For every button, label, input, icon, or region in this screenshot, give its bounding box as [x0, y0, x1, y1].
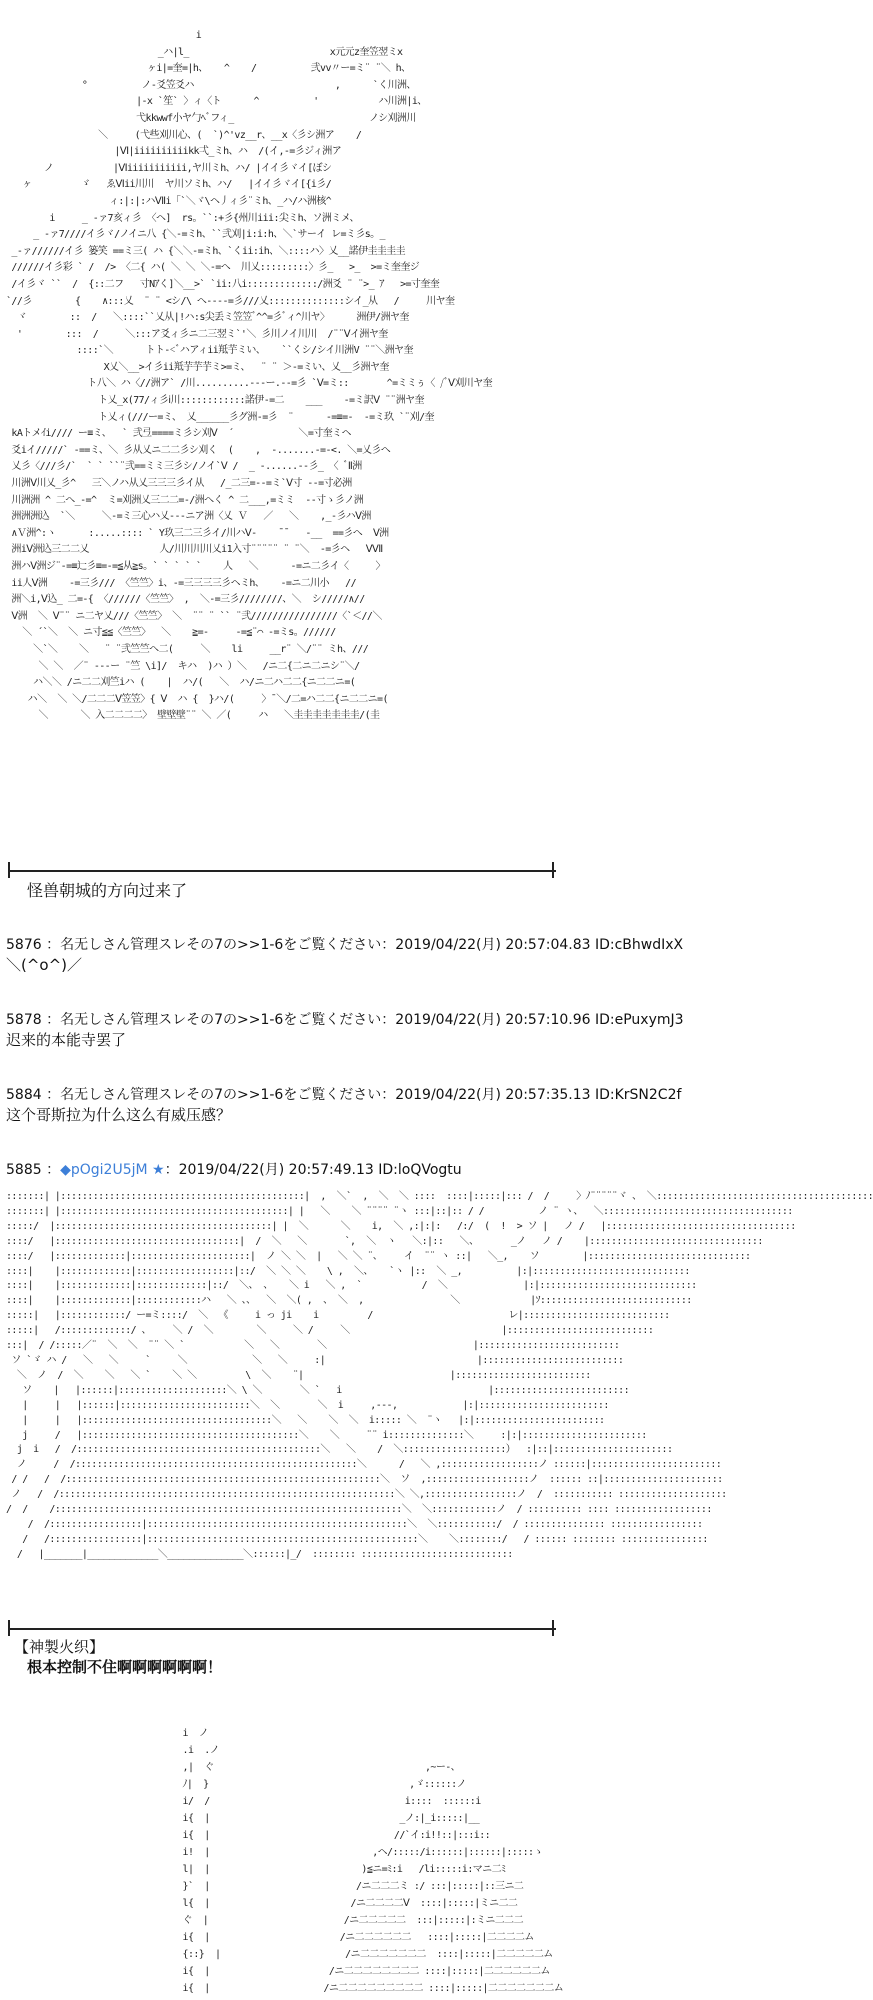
art-line: X乂＼__>イ彡ii羝芋芋芋ミ>=ミ、 ¨ ¨ ＞-=ミい、乂__彡洲ヤ奎: [6, 361, 389, 373]
art-line: :::::::| |:::::::::::::::::::::::::::::::::::::::::::::| , ＼` , ＼ ＼ :::: ::::|:::::|::: / / 〉ﾉ¨¨¨¨¨ヾ 、 ＼::::::::::::::::::::::::::::::::::::::::: [6, 1191, 873, 1202]
art-line: ,| ぐ ,~ー-、: [150, 1762, 461, 1773]
art-line: ::::`＼ トト-<ﾞハアィii羝芋ミい、 ``くシ/シイ川洲V ¨¨＼洲ヤ奎: [6, 345, 413, 357]
art-line: ' ::: / ＼:::ア爻ィ彡ニ二三翌ミ`'＼ 彡川ノイ川川 /¨¨Ⅴイ洲ヤ奎: [6, 328, 388, 340]
art-line: ∧Ｖ洲^:ヽ :.....:::: ` Y玖三二三彡イ/川ハⅤ- ¯¯ -__ ==彡へ Ⅴ洲: [6, 527, 389, 539]
art-line: 川洲洲 ^ 二へ_-=^ ミ=刈洲乂三二二=-/洲へく ^ 二___,=ミミ --寸ゝ彡ノ洲: [6, 494, 364, 506]
art-line: 乂彡〈///彡/` ` ` ``¨弐==ミミ三彡シ/ノイ`Ⅴ / _ -......--彡_ 〈 ﾞⅡ洲: [6, 461, 362, 473]
art-line: ィ:|:|:ハⅦi「`＼ヾ\ヘ丿ィ彡¨ミh、_ハ/ハ洲核^: [6, 195, 332, 207]
art-line: ト乂ィ(///ー=ミ、 乂______彡グ洲-=彡 ¨ -=≡=- -=ミ玖 `¨刈/奎: [6, 411, 434, 423]
art-line: | | |::::::|::::::::::::::::::::::::＼ ＼ ＼ i ,-‐-, |:|::::::::::::::::::::::::: [6, 1399, 609, 1411]
divider-tick-left-1: [8, 862, 10, 878]
art-line: ＼ ´`＼ ＼ ニ寸≦≦〈竺竺〉 ＼ ≧=- -=≦¨⌒ -=ミs。//////: [6, 627, 336, 639]
art-line: _ハ|l_ x元元z奎笠翌ミx: [6, 46, 403, 58]
art-line: i{ | //`イ:i!!::|:::i::: [150, 1830, 491, 1841]
art-line: ::::| |:::::::::::::|::::::::::::::::::|::/ ＼ ＼ ＼ \ , ＼、 `ヽ |:: ＼ _, |:|:::::::::::::::::::::::::::::: [6, 1265, 690, 1277]
art-line: i{ | _ノ:|_i:::::|__: [150, 1813, 480, 1824]
art-line: ＼ (弋些刈川心、( `)^'vz__r、__x〈彡シ洲ア /: [6, 129, 362, 141]
art-line: / /:::::::::::::::::|::::::::::::::::::::::::::::::::::::::::::::::::＼ ＼:::::::::::/ / ::::::::::::::: :::::::::::::::::: [6, 1518, 703, 1530]
art-line: i/ / i:::: ::::::i: [150, 1796, 481, 1807]
art-line: 川洲Ⅴ川乂_彡^ 三＼ノハ从乂三三三彡イ从 /_二三=--=ミ`Ⅴ寸 --=寸必洲: [6, 478, 352, 490]
art-line: _-ァ//////イ彡 篓笑 ==ミ三( ハ {＼＼-=ミh、`くii:ih、＼::::ハ〉乂__諾伊圭圭圭圭: [6, 245, 406, 257]
art-line: 洲＼i,Ⅴ込_ 二=-{ 〈//////〈竺竺〉 , ＼-=三彡////////、＼ シ/////∧//: [6, 594, 365, 606]
post-header: 5878 ：名无しさん管理スレその7の>>1-6をご覧ください：2019/04/22(月) 20:57:10.96 ID:ePuxymJ3: [6, 1012, 684, 1028]
art-line: i! | ,ヘ/:::::/i::::::|::::::|:::::ゝ: [150, 1847, 543, 1858]
art-line: |-x `笙` 〉ィ〈ト ^ ' ハ川洲|i、: [6, 96, 427, 108]
art-line: _ -ァ7////イ彡ヾ/ノイニ八 {＼-=ミh、``弐刈|i:i:h、＼`サーイ レ=ミ彡s。_: [6, 229, 385, 241]
art-line: ヾ :: / ＼::::``乂从|!ハ:s尖丢ミ笠笠ﾞ^^=彡ﾞィ^川ヤ〉 洲伊/洲ヤ奎: [6, 312, 409, 324]
op-post-header: [6, 1159, 462, 1179]
art-line: l{ | /ニ二二二二Ⅴ ::::|:::::|ミニ二二: [150, 1898, 518, 1909]
dialogue-line: 根本控制不住啊啊啊啊啊啊！: [27, 1658, 223, 1676]
divider-tick-right-1: [552, 862, 554, 878]
art-line: 洲洲洲込 `＼ ＼-=ミ三心ハ乂---ニア洲〈乂 Ｖ ／ ＼ ,_-彡ハⅤ洲: [6, 511, 371, 523]
art-line: ° ノ-爻笠爻ハ , `く川洲、: [6, 79, 416, 91]
art-line: {::} | /ニ二二二二二二二 ::::|:::::|二二二二二ム: [150, 1949, 553, 1960]
divider-tick-right-2: [552, 1620, 554, 1636]
art-line: :::::/ |::::::::::::::::::::::::::::::::::::::::| | ＼ ＼ i, ＼ ,:|:|: /:/ ( ! > ソ | ノ / |:::::::::::::::::::::::::::::::::::: [6, 1220, 796, 1232]
art-line: / / /::::::::::::::::::::::::::::::::::::::::::::::::::::::::::::::::＼ ＼::::::::::::ノ / :::::::::: :::: ::::::::::::::::::: [6, 1504, 712, 1516]
post-number: 5885 ：: [6, 1162, 61, 1178]
art-line: ハ＼ ＼ ＼/二二二Ⅴ笠笠〉{ Ⅴ ハ { }ハ/( 〉¯＼/二=ハ二二{ニ二二ニ=(: [6, 693, 388, 705]
art-line: 爻iイ/////` -==ミ、＼ 彡从乂ニ二二彡シ刈く ( , -.......-=-<. ＼=乂彡へ: [6, 444, 391, 456]
art-line: ト八＼ ハ〈//洲ア` /川..........---ー.--=彡 `Ⅴ=ミ:: ^=ミミぅ〈 /ﾞⅤ刈川ヤ奎: [6, 378, 492, 390]
art-line: |Ⅵ|iiiiiiiiiikk弌_ミh、ハ /(イ,-=彡ジィ洲ア: [6, 146, 342, 158]
art-line: :::| / /:::::／¨ ＼ ＼ ¨¨ ＼ ` ＼ ＼ ＼ |::::::::::::::::::::::::::: [6, 1340, 620, 1352]
divider-line-1: [8, 870, 556, 872]
post-header: 5876 ：名无しさん管理スレその7の>>1-6をご覧ください：2019/04/22(月) 20:57:04.83 ID:cBhwdIxX: [6, 937, 684, 953]
art-line: ぐ | /ニ二二二二二 :::|:::::|:ミニ二二二: [150, 1915, 523, 1926]
art-line: ﾉ| } ,ゞ::::::ノ: [150, 1779, 466, 1790]
tripcode[interactable]: ◆pOgi2U5jM: [60, 1162, 148, 1178]
art-line: 弋kkwwf小ヤ勹ﾍﾞフィ_ ノシ刈洲川: [6, 112, 416, 124]
ascii-art-figures: [150, 1725, 750, 1997]
post-message: 迟来的本能寺罢了: [6, 1031, 127, 1049]
ascii-art-scene: [6, 1190, 873, 1624]
art-line: ヶi|=奎=|h、 ^ / 弐vv〃ー=ミ¨ ¨＼ h、: [6, 63, 411, 75]
art-line: ハ＼＼ /ニ二二刈竺iハ ( | ハ/( ＼ ハ/ニ二ハ二二{ニ二二ニ=(: [6, 677, 356, 689]
art-line: / |_______|_____________＼______________＼::::::|_/ :::::::: ::::::::::::::::::::::::::::: [6, 1548, 513, 1560]
art-line: ヶ ゞ ゑⅥii川川 ヤ川ソミh、ハ/ |イイ彡ヾイ[{i彡/: [6, 179, 332, 191]
art-line: :::::| |::::::::::::/ ー=ミ::::/ ＼ 《 i っ ji i / レ|:::::::::::::::::::::::::::: [6, 1310, 670, 1322]
art-line: i{ | /ニ二二二二二二二二 ::::|:::::|二二二二二二ム: [150, 1966, 550, 1977]
art-caption: 怪兽朝城的方向过来了: [27, 881, 188, 900]
art-line: ノ |Ⅵiiiiiiiiiii,ヤ川ミh、ハ/ |イイ彡ヾイ[ぼシ: [6, 162, 332, 174]
art-line: //////イ彡彩 ` / /> 〈二{ ハ( ＼ ＼ ＼-=へ 川乂:::::::::〉彡_ >_ >=ミ奎奎ジ: [6, 262, 420, 274]
art-line: .i .ノ: [150, 1745, 220, 1756]
art-line: / / / /::::::::::::::::::::::::::::::::::::::::::::::::::::::::::＼ ソ ,:::::::::::::::::::ノ :::::: ::|::::::::::::::::::::::: [6, 1474, 723, 1486]
art-line: ノ / /::::::::::::::::::::::::::::::::::::::::::::::::::::＼ / ＼ ,::::::::::::::::::ノ ::::::|::::::::::::::::::::::::: [6, 1459, 722, 1471]
star-icon: ★: [152, 1162, 165, 1178]
art-line: i ノ: [150, 1728, 209, 1739]
art-line: ::::/ |::::::::::::::::::::::::::::::::::| / ＼ ＼ `, ＼ ヽ ＼:|:: ＼、 _ノ ノ / |::::::::::::::::::::::::::::::::: [6, 1235, 763, 1247]
art-line: / /:::::::::::::::::|::::::::::::::::::::::::::::::::::::::::::::::::::＼ ＼::::::::/ / :::::: :::::::: ::::::::::::::::: [6, 1533, 708, 1545]
art-line: /イ彡ヾ `` / {::二フ 寸Nｱく]＼__>` `ii:八i:::::::::::::/洲爻 ¨ ¨>_ ｱ >=寸奎奎: [6, 278, 440, 290]
post-message: 这个哥斯拉为什么这么有威压感？: [6, 1106, 232, 1124]
art-line: ＼ ＼ ／¨ ---ー ¨竺 \i]/ キハ )ハ ）＼ /ニ二{二ニ二ニシ¨＼/: [6, 660, 360, 672]
art-line: ii人Ⅴ洲 -=三彡/// 〈竺竺〉i、-=三三三三彡ヘミh、 -=ニ二川小 //: [6, 577, 356, 589]
art-line: j i / /:::::::::::::::::::::::::::::::::::::::::::::＼ ＼ / ＼:::::::::::::::::::） :|::|::::::::::::::::::::::: [6, 1444, 673, 1456]
art-line: | | |:::::::::::::::::::::::::::::::::::＼ ＼ ＼ ＼ i::::: ＼ ¨ヽ |:|::::::::::::::::::::::::: [6, 1414, 605, 1426]
divider-tick-left-2: [8, 1620, 10, 1636]
art-line: ＼ ＼ 入二二二二〉 壁壁壁¨¨ ＼ ／( ハ ＼圭圭圭圭圭圭圭/(圭: [6, 710, 380, 722]
art-line: ノ / /::::::::::::::::::::::::::::::::::::::::::::::::::::::::::::::＼ ＼,:::::::::::::::::ノ / ::::::::::: ::::::::::::::::::::: [6, 1489, 727, 1501]
ascii-art-kaiju: [6, 28, 596, 864]
art-line: l| | )≦ニ=ﾐ:i /li:::::i:マニ二ﾐ: [150, 1864, 506, 1875]
post-datetime-id: ：2019/04/22(月) 20:57:49.13 ID:loQVogtu: [164, 1162, 462, 1178]
art-line: i{ | /ニ二二二二二二 ::::|:::::|二二二二ム: [150, 1932, 534, 1943]
art-line: ＼ ノ / ＼ ＼ ＼ ` ＼ ＼ \ ＼ ¨| |:::::::::::::::::::::::::: [6, 1369, 591, 1381]
art-line: 洲iⅤ洲込三二二乂 人/川川川川乂i1入寸¨¨¨¨¨ ¨ ¨＼ -=彡ヘ ⅤⅦ: [6, 544, 383, 556]
art-line: ::::/ |:::::::::::::|::::::::::::::::::::::| ノ ＼ ＼ | ＼ ＼ ¨、 イ ¨¨ ヽ ::| ＼_, ソ |::::::::::::::::::::::::::::::: [6, 1250, 751, 1262]
post-message: ＼(^o^)／: [6, 956, 83, 974]
art-line: i{ | /ニ二二二二二二二二二 ::::|:::::|二二二二二二二ム: [150, 1983, 564, 1994]
art-line: i _ -ァ7亥ィ彡 〈ヘ] rs。``:+彡{州川iii:尖ミh、ソ洲ミメ、: [6, 212, 359, 224]
art-line: j / |::::::::::::::::::::::::::::::::::::::::＼ ＼ ¨¨ i::::::::::::::＼ :|:|:::::::::::::::::::::::: [6, 1429, 647, 1441]
art-line: ソ | |::::::|::::::::::::::::::::＼ \ ＼ ＼ ` i |:::::::::::::::::::::::::: [6, 1384, 630, 1396]
art-line: `//彡 { ∧:::乂 ¨ ¨ <シ/\ へ----=彡///乂::::::::::::::シイ_从 / 川ヤ奎: [6, 295, 455, 307]
post-header: 5884 ：名无しさん管理スレその7の>>1-6をご覧ください：2019/04/22(月) 20:57:35.13 ID:KrSN2C2f: [6, 1087, 682, 1103]
art-line: i: [6, 30, 202, 41]
art-line: }` | /ニ二二二ミ :/ :::|:::::|::三ニ二: [150, 1881, 524, 1892]
art-line: ト乂_x(77/ィ彡ⅰ川::::::::::::諾伊-=二 ___ -=ミ訳Ⅴ ¨¨洲ヤ奎: [6, 395, 424, 407]
art-line: ::::| |:::::::::::::|:::::::::::::|::/ ＼、 、 ＼ i ＼ , ` / ＼ |:|:::::::::::::::::::::::::::::: [6, 1280, 697, 1292]
divider-line-2: [8, 1628, 556, 1630]
art-line: :::::::| |::::::::::::::::::::::::::::::::::::::::::| | ＼ ＼ ¨¨¨¨ ¨ヽ :::|::|:: / / ノ ¨ ヽ、 ＼:::::::::::::::::::::::::::::::::::: [6, 1205, 793, 1217]
art-line: 洲ハⅤ洲ジ¨-=≡辷彡≡=-=≦从≧s。` ` ` ` ` 人 ＼ -=ニ二彡イ〈 〉: [6, 561, 385, 572]
art-line: Ⅴ洲 ＼ Ⅴ¨¨ ニ二ヤ乂///〈竺竺〉 ＼ ¨¨ ¨ `` ¨弐////////////////〈`＜//＼: [6, 610, 382, 622]
art-line: ::::| |:::::::::::::|::::::::::::ハ ＼ 、、 ＼ ＼( , 、 ＼ , ＼ |ｿ::::::::::::::::::::::::::::: [6, 1295, 692, 1307]
art-line: ソ `ゞ ハ / ＼ ＼ ` ＼ ＼ ＼ :| |::::::::::::::::::::::::::: [6, 1354, 624, 1366]
speaker-caption: 【神製火织】: [14, 1638, 105, 1656]
art-line: kAトメｲi//// ー≡ミ、 ` 弐弖====ミ彡シ刈Ⅴ ´ ＼=寸奎ミヘ: [6, 428, 351, 440]
art-line: ＼`＼ ＼ ¨ ¨弐竺竺へ二( ＼ li __r¨ ＼/¨¨ ミh、///: [6, 643, 369, 655]
art-line: :::::| /:::::::::::::/ 、 ＼ / ＼ ＼ ＼ / ＼ |:::::::::::::::::::::::::::: [6, 1325, 654, 1337]
